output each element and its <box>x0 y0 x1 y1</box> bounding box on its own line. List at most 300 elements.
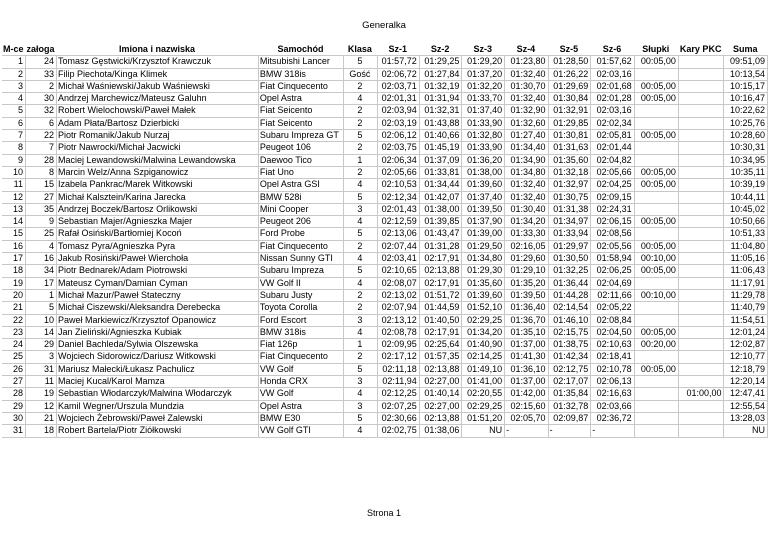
cell-sz3: 01:37,40 <box>462 191 505 203</box>
cell-place: 24 <box>2 339 26 351</box>
cell-place: 30 <box>2 412 26 424</box>
cell-kary-pkc <box>678 68 724 80</box>
cell-sz2: 02:13,88 <box>419 412 462 424</box>
cell-crew-number: 14 <box>26 326 57 338</box>
table-row <box>2 425 768 437</box>
cell-slupki: 00:05,00 <box>634 166 678 178</box>
cell-sz2: 01:43,47 <box>419 228 462 240</box>
table-row <box>2 339 768 351</box>
cell-sz3: 01:37,20 <box>462 68 505 80</box>
cell-class: 3 <box>344 203 378 215</box>
cell-place: 4 <box>2 93 26 105</box>
cell-kary-pkc <box>678 376 724 388</box>
cell-sz5: 01:32,18 <box>548 166 591 178</box>
cell-sz3: 02:20,55 <box>462 388 505 400</box>
cell-sz5: 01:29,69 <box>548 80 591 92</box>
cell-car: Peugeot 106 <box>258 142 343 154</box>
cell-sz1: 02:08,07 <box>377 277 419 289</box>
cell-slupki <box>634 400 678 412</box>
cell-sz6: 02:01,68 <box>591 80 634 92</box>
cell-sz4: 01:23,80 <box>505 56 548 68</box>
cell-car: Opel Astra <box>258 93 343 105</box>
cell-kary-pkc: 01:00,00 <box>678 388 724 400</box>
column-header-car: Samochód <box>258 44 343 56</box>
cell-sz5: 02:09,87 <box>548 412 591 424</box>
cell-sz1: 02:01,43 <box>377 203 419 215</box>
cell-crew-number: 12 <box>26 400 57 412</box>
cell-names: Andrzej Boczek/Bartosz Orlikowski <box>57 203 259 215</box>
cell-sz3: 01:39,60 <box>462 289 505 301</box>
column-header-suma: Suma <box>724 44 768 56</box>
cell-slupki: 00:05,00 <box>634 240 678 252</box>
cell-sz5: 01:33,94 <box>548 228 591 240</box>
cell-sz6: 02:04,69 <box>591 277 634 289</box>
cell-suma: 10:13,54 <box>724 68 768 80</box>
cell-car: BMW 318is <box>258 68 343 80</box>
cell-sz3: 01:29,20 <box>462 56 505 68</box>
cell-sz3: 01:29,30 <box>462 265 505 277</box>
table-row <box>2 80 768 92</box>
cell-suma: 12:10,77 <box>724 351 768 363</box>
cell-crew-number: 33 <box>26 68 57 80</box>
cell-place: 9 <box>2 154 26 166</box>
cell-sz1: 02:13,06 <box>377 228 419 240</box>
cell-sz1: 02:12,25 <box>377 388 419 400</box>
cell-suma: 10:45,02 <box>724 203 768 215</box>
cell-names: Maciej Kucal/Karol Mamza <box>57 376 259 388</box>
cell-sz6: 01:58,94 <box>591 253 634 265</box>
page-footer: Strona 1 <box>366 508 402 518</box>
cell-kary-pkc <box>678 253 724 265</box>
cell-sz2: 01:31,28 <box>419 240 462 252</box>
cell-sz2: 01:42,07 <box>419 191 462 203</box>
cell-suma: 10:51,33 <box>724 228 768 240</box>
cell-slupki: 00:20,00 <box>634 339 678 351</box>
cell-kary-pkc <box>678 265 724 277</box>
cell-sz2: 01:38,06 <box>419 425 462 437</box>
cell-kary-pkc <box>678 142 724 154</box>
cell-sz4: 01:34,20 <box>505 216 548 228</box>
table-row <box>2 277 768 289</box>
cell-sz2: 02:13,88 <box>419 265 462 277</box>
cell-car: Subaru Impreza GT <box>258 130 343 142</box>
cell-sz3: 01:29,50 <box>462 240 505 252</box>
cell-place: 14 <box>2 216 26 228</box>
cell-kary-pkc <box>678 228 724 240</box>
cell-sz2: 01:40,14 <box>419 388 462 400</box>
cell-sz6: 02:08,84 <box>591 314 634 326</box>
cell-sz1: 02:06,12 <box>377 130 419 142</box>
cell-suma: 10:35,11 <box>724 166 768 178</box>
results-table <box>2 44 768 438</box>
cell-slupki <box>634 425 678 437</box>
cell-names: Jakub Rosiński/Paweł Wierchoła <box>57 253 259 265</box>
cell-class: 2 <box>344 142 378 154</box>
cell-sz2: 01:37,09 <box>419 154 462 166</box>
cell-class: Gość <box>344 68 378 80</box>
cell-sz6: 02:02,34 <box>591 117 634 129</box>
cell-crew-number: 35 <box>26 203 57 215</box>
cell-sz2: 01:32,31 <box>419 105 462 117</box>
table-row <box>2 154 768 166</box>
cell-sz4: 02:15,60 <box>505 400 548 412</box>
cell-kary-pkc <box>678 326 724 338</box>
table-row <box>2 93 768 105</box>
cell-slupki <box>634 154 678 166</box>
column-header-slupki: Słupki <box>634 44 678 56</box>
cell-names: Michał Mazur/Paweł Stateczny <box>57 289 259 301</box>
cell-kary-pkc <box>678 277 724 289</box>
cell-sz4: 01:35,10 <box>505 326 548 338</box>
cell-sz6: 01:57,62 <box>591 56 634 68</box>
cell-crew-number: 32 <box>26 105 57 117</box>
cell-sz1: 02:07,44 <box>377 240 419 252</box>
cell-sz1: 02:07,25 <box>377 400 419 412</box>
cell-sz3: 01:32,20 <box>462 80 505 92</box>
cell-place: 12 <box>2 191 26 203</box>
cell-sz5: 01:30,84 <box>548 93 591 105</box>
table-row <box>2 376 768 388</box>
cell-sz3: 01:52,10 <box>462 302 505 314</box>
cell-suma: 11:05,16 <box>724 253 768 265</box>
cell-car: Mitsubishi Lancer <box>258 56 343 68</box>
cell-sz4: 01:35,20 <box>505 277 548 289</box>
cell-place: 22 <box>2 314 26 326</box>
column-header-sz1: Sz-1 <box>377 44 419 56</box>
cell-sz4: 01:32,90 <box>505 105 548 117</box>
cell-kary-pkc <box>678 339 724 351</box>
cell-sz4: 01:29,60 <box>505 253 548 265</box>
cell-crew-number: 5 <box>26 302 57 314</box>
cell-car: BMW 318is <box>258 326 343 338</box>
cell-sz1: 02:09,95 <box>377 339 419 351</box>
cell-suma: 12:55,54 <box>724 400 768 412</box>
cell-sz3: 01:37,40 <box>462 105 505 117</box>
cell-car: VW Golf <box>258 363 343 375</box>
cell-sz4: 01:42,00 <box>505 388 548 400</box>
cell-sz1: 02:10,53 <box>377 179 419 191</box>
table-row <box>2 142 768 154</box>
cell-sz6: 02:06,15 <box>591 216 634 228</box>
cell-sz6: 02:05,22 <box>591 302 634 314</box>
cell-place: 23 <box>2 326 26 338</box>
cell-sz4: 01:41,30 <box>505 351 548 363</box>
cell-sz1: 02:03,71 <box>377 80 419 92</box>
column-header-sz3: Sz-3 <box>462 44 505 56</box>
cell-sz2: 01:29,25 <box>419 56 462 68</box>
cell-slupki: 00:05,00 <box>634 56 678 68</box>
cell-suma: 10:50,66 <box>724 216 768 228</box>
column-header-class: Klasa <box>344 44 378 56</box>
cell-kary-pkc <box>678 56 724 68</box>
cell-sz1: 02:12,59 <box>377 216 419 228</box>
cell-sz2: 01:51,72 <box>419 289 462 301</box>
cell-class: 5 <box>344 130 378 142</box>
cell-class: 4 <box>344 253 378 265</box>
cell-sz5: 01:30,75 <box>548 191 591 203</box>
cell-sz3: 01:40,90 <box>462 339 505 351</box>
cell-sz5: 01:32,78 <box>548 400 591 412</box>
cell-car: Nissan Sunny GTI <box>258 253 343 265</box>
cell-place: 1 <box>2 56 26 68</box>
table-row <box>2 412 768 424</box>
cell-crew-number: 11 <box>26 376 57 388</box>
cell-place: 20 <box>2 289 26 301</box>
cell-crew-number: 2 <box>26 80 57 92</box>
cell-kary-pkc <box>678 289 724 301</box>
cell-kary-pkc <box>678 216 724 228</box>
cell-sz2: 01:31,94 <box>419 93 462 105</box>
cell-sz5: 01:30,81 <box>548 130 591 142</box>
cell-sz4: 01:30,70 <box>505 80 548 92</box>
cell-sz4: 01:32,40 <box>505 191 548 203</box>
cell-kary-pkc <box>678 80 724 92</box>
cell-sz4: 01:34,80 <box>505 166 548 178</box>
cell-car: Daewoo Tico <box>258 154 343 166</box>
cell-sz2: 01:40,66 <box>419 130 462 142</box>
cell-sz1: 02:06,34 <box>377 154 419 166</box>
cell-sz3: 02:14,25 <box>462 351 505 363</box>
cell-place: 17 <box>2 253 26 265</box>
cell-car: Fiat Seicento <box>258 117 343 129</box>
table-row <box>2 191 768 203</box>
table-row <box>2 351 768 363</box>
cell-sz5: 01:26,22 <box>548 68 591 80</box>
cell-car: Fiat 126p <box>258 339 343 351</box>
table-row <box>2 117 768 129</box>
cell-kary-pkc <box>678 351 724 363</box>
cell-class: 1 <box>344 154 378 166</box>
table-body <box>2 56 768 437</box>
cell-crew-number: 3 <box>26 351 57 363</box>
cell-suma: 10:30,31 <box>724 142 768 154</box>
cell-place: 21 <box>2 302 26 314</box>
cell-sz2: 01:45,19 <box>419 142 462 154</box>
table-row <box>2 105 768 117</box>
cell-car: Ford Probe <box>258 228 343 240</box>
cell-names: Mateusz Cyman/Damian Cyman <box>57 277 259 289</box>
cell-class: 5 <box>344 191 378 203</box>
cell-sz3: 01:33,70 <box>462 93 505 105</box>
cell-sz1: 02:13,02 <box>377 289 419 301</box>
cell-names: Piotr Nawrocki/Michał Jacwicki <box>57 142 259 154</box>
cell-names: Michał Kalsztein/Karina Jarecka <box>57 191 259 203</box>
column-header-kary-pkc: Kary PKC <box>678 44 724 56</box>
cell-slupki <box>634 412 678 424</box>
cell-sz4: 01:32,40 <box>505 68 548 80</box>
cell-sz6: 02:18,41 <box>591 351 634 363</box>
column-header-place: M-ce <box>3 44 24 54</box>
cell-class: 5 <box>344 363 378 375</box>
cell-class: 2 <box>344 105 378 117</box>
cell-sz2: 01:43,88 <box>419 117 462 129</box>
table-row <box>2 179 768 191</box>
cell-sz5: 01:28,50 <box>548 56 591 68</box>
cell-crew-number: 17 <box>26 277 57 289</box>
cell-place: 8 <box>2 142 26 154</box>
table-row <box>2 130 768 142</box>
cell-sz2: 01:34,44 <box>419 179 462 191</box>
cell-names: Sebastian Włodarczyk/Malwina Włodarczyk <box>57 388 259 400</box>
cell-suma: 10:28,60 <box>724 130 768 142</box>
cell-place: 13 <box>2 203 26 215</box>
cell-sz3: 01:51,20 <box>462 412 505 424</box>
cell-car: Honda CRX <box>258 376 343 388</box>
cell-class: 4 <box>344 216 378 228</box>
cell-slupki <box>634 388 678 400</box>
cell-sz1: 02:02,75 <box>377 425 419 437</box>
cell-kary-pkc <box>678 302 724 314</box>
cell-sz4: 01:32,40 <box>505 93 548 105</box>
cell-sz4: 01:39,50 <box>505 289 548 301</box>
cell-sz4: 01:30,40 <box>505 203 548 215</box>
cell-sz1: 02:03,19 <box>377 117 419 129</box>
cell-sz5: 01:32,25 <box>548 265 591 277</box>
cell-slupki <box>634 68 678 80</box>
cell-sz3: 01:38,00 <box>462 166 505 178</box>
cell-slupki <box>634 117 678 129</box>
cell-crew-number: 4 <box>26 240 57 252</box>
cell-slupki: 00:05,00 <box>634 265 678 277</box>
cell-kary-pkc <box>678 412 724 424</box>
cell-class: 4 <box>344 93 378 105</box>
cell-crew-number: 30 <box>26 93 57 105</box>
cell-sz1: 02:11,18 <box>377 363 419 375</box>
cell-sz5: 02:17,07 <box>548 376 591 388</box>
cell-sz2: 02:17,91 <box>419 277 462 289</box>
cell-sz6: 02:36,72 <box>591 412 634 424</box>
cell-sz4: 01:29,10 <box>505 265 548 277</box>
cell-sz4: 02:16,05 <box>505 240 548 252</box>
cell-names: Tomasz Gęstwicki/Krzysztof Krawczuk <box>57 56 259 68</box>
table-row <box>2 326 768 338</box>
cell-place: 25 <box>2 351 26 363</box>
cell-car: BMW E30 <box>258 412 343 424</box>
cell-sz3: 01:41,00 <box>462 376 505 388</box>
cell-class: 5 <box>344 412 378 424</box>
cell-suma: 10:34,95 <box>724 154 768 166</box>
cell-suma: 11:17,91 <box>724 277 768 289</box>
cell-sz6: 02:10,63 <box>591 339 634 351</box>
cell-suma: 10:16,47 <box>724 93 768 105</box>
cell-slupki <box>634 228 678 240</box>
cell-sz6: - <box>591 425 634 437</box>
cell-sz6: 02:05,81 <box>591 130 634 142</box>
cell-sz4: 01:34,90 <box>505 154 548 166</box>
cell-crew-number: 9 <box>26 216 57 228</box>
cell-suma: 11:04,80 <box>724 240 768 252</box>
cell-sz4: 01:34,40 <box>505 142 548 154</box>
cell-suma: 12:20,14 <box>724 376 768 388</box>
cell-crew-number: 10 <box>26 314 57 326</box>
cell-sz3: 01:37,90 <box>462 216 505 228</box>
cell-sz3: 01:39,00 <box>462 228 505 240</box>
cell-sz5: 01:32,91 <box>548 105 591 117</box>
cell-sz6: 02:03,66 <box>591 400 634 412</box>
cell-sz5: - <box>548 425 591 437</box>
cell-names: Daniel Bachleda/Sylwia Olszewska <box>57 339 259 351</box>
cell-sz3: 02:29,25 <box>462 314 505 326</box>
cell-sz3: 01:33,90 <box>462 142 505 154</box>
cell-place: 26 <box>2 363 26 375</box>
cell-names: Adam Płata/Bartosz Dzierbicki <box>57 117 259 129</box>
cell-names: Jan Zieliński/Agnieszka Kubiak <box>57 326 259 338</box>
cell-sz1: 02:11,94 <box>377 376 419 388</box>
cell-place: 19 <box>2 277 26 289</box>
cell-suma: 11:29,78 <box>724 289 768 301</box>
cell-sz5: 01:35,84 <box>548 388 591 400</box>
cell-sz1: 02:13,12 <box>377 314 419 326</box>
cell-sz2: 01:44,59 <box>419 302 462 314</box>
cell-place: 15 <box>2 228 26 240</box>
cell-sz4: - <box>505 425 548 437</box>
cell-class: 2 <box>344 166 378 178</box>
cell-suma: 10:39,19 <box>724 179 768 191</box>
cell-car: Opel Astra <box>258 400 343 412</box>
cell-place: 31 <box>2 425 26 437</box>
header-row <box>2 44 768 56</box>
cell-crew-number: 16 <box>26 253 57 265</box>
cell-sz2: 02:17,91 <box>419 253 462 265</box>
cell-sz5: 01:36,44 <box>548 277 591 289</box>
cell-slupki <box>634 203 678 215</box>
cell-sz4: 01:37,00 <box>505 339 548 351</box>
cell-crew-number: 1 <box>26 289 57 301</box>
cell-sz6: 02:05,66 <box>591 166 634 178</box>
cell-sz5: 01:32,97 <box>548 179 591 191</box>
cell-class: 1 <box>344 339 378 351</box>
cell-slupki <box>634 351 678 363</box>
cell-crew-number: 28 <box>26 154 57 166</box>
table-row <box>2 388 768 400</box>
cell-class: 2 <box>344 289 378 301</box>
cell-sz3: 01:34,80 <box>462 253 505 265</box>
cell-sz6: 02:16,63 <box>591 388 634 400</box>
cell-crew-number: 18 <box>26 425 57 437</box>
cell-sz5: 01:30,50 <box>548 253 591 265</box>
cell-class: 2 <box>344 351 378 363</box>
cell-suma: 12:47,41 <box>724 388 768 400</box>
cell-sz2: 02:25,64 <box>419 339 462 351</box>
cell-sz4: 01:33,30 <box>505 228 548 240</box>
cell-sz6: 02:04,82 <box>591 154 634 166</box>
cell-sz3: 01:49,10 <box>462 363 505 375</box>
cell-names: Wojciech Żebrowski/Paweł Zalewski <box>57 412 259 424</box>
cell-kary-pkc <box>678 191 724 203</box>
cell-suma: 10:25,76 <box>724 117 768 129</box>
cell-suma: 09:51,09 <box>724 56 768 68</box>
cell-slupki: 00:05,00 <box>634 363 678 375</box>
cell-sz6: 02:24,31 <box>591 203 634 215</box>
cell-car: Toyota Corolla <box>258 302 343 314</box>
cell-car: Fiat Seicento <box>258 105 343 117</box>
table-row <box>2 56 768 68</box>
cell-sz5: 01:46,10 <box>548 314 591 326</box>
cell-sz4: 01:36,10 <box>505 363 548 375</box>
cell-suma: 12:02,87 <box>724 339 768 351</box>
cell-sz2: 01:40,50 <box>419 314 462 326</box>
cell-sz2: 02:13,88 <box>419 363 462 375</box>
cell-sz2: 01:33,81 <box>419 166 462 178</box>
cell-sz3: 01:35,60 <box>462 277 505 289</box>
cell-car: Subaru Impreza <box>258 265 343 277</box>
cell-car: VW Golf GTI <box>258 425 343 437</box>
cell-slupki: 00:05,00 <box>634 326 678 338</box>
cell-crew-number: 8 <box>26 166 57 178</box>
cell-names: Wojciech Sidorowicz/Dariusz Witkowski <box>57 351 259 363</box>
cell-suma: 13:28,03 <box>724 412 768 424</box>
cell-car: Fiat Cinquecento <box>258 240 343 252</box>
